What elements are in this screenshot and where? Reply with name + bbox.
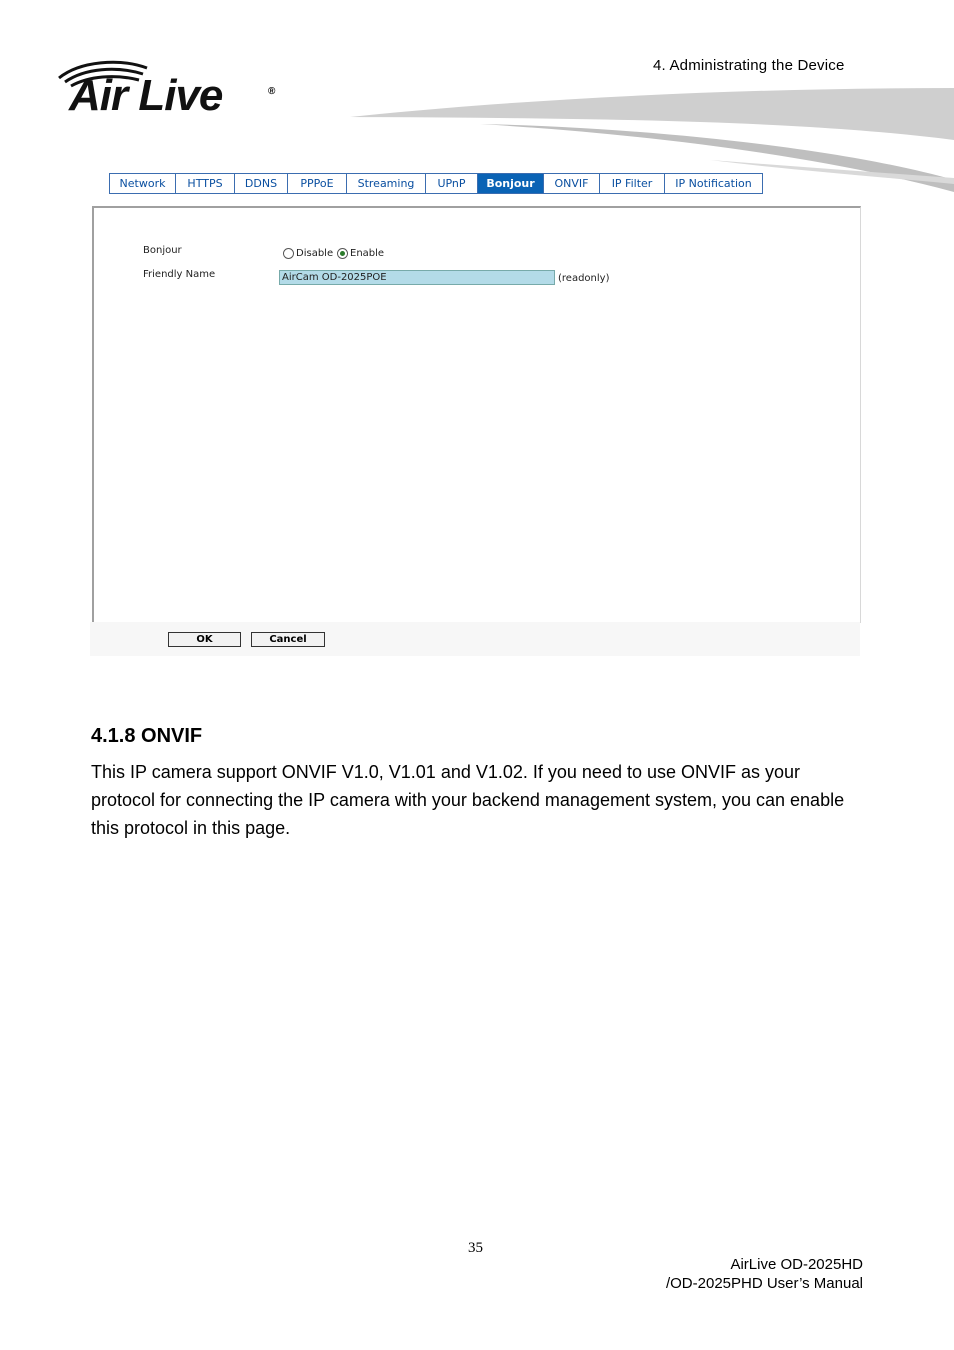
tab-network[interactable]: Network: [110, 174, 176, 193]
enable-label: Enable: [350, 248, 385, 259]
tab-streaming[interactable]: Streaming: [347, 174, 426, 193]
cancel-button[interactable]: Cancel: [251, 632, 325, 647]
disable-radio[interactable]: [283, 248, 294, 259]
bonjour-label: Bonjour: [143, 245, 182, 256]
tab-ddns[interactable]: DDNS: [235, 174, 288, 193]
enable-radio[interactable]: [337, 248, 348, 259]
readonly-note: (readonly): [558, 273, 610, 284]
tab-pppoe[interactable]: PPPoE: [288, 174, 347, 193]
section-heading: 4.1.8 ONVIF: [91, 725, 203, 747]
footer-product: [666, 1255, 863, 1293]
tab-ip-filter[interactable]: IP Filter: [600, 174, 665, 193]
tab-bonjour[interactable]: Bonjour: [478, 174, 544, 193]
footer-line-2: /OD-2025PHD User’s Manual: [665, 1275, 863, 1292]
section-body: This IP camera support ONVIF V1.0, V1.01 and V1.02. If you need to use ONVIF as your protocol for connecting the IP camera with your backend management system, you can enable this protocol in this page.: [91, 762, 845, 838]
tab-onvif[interactable]: ONVIF: [544, 174, 600, 193]
footer-line-1: AirLive OD-2025HD: [730, 1256, 863, 1273]
tab-upnp[interactable]: UPnP: [426, 174, 478, 193]
ok-button[interactable]: OK: [168, 632, 241, 647]
page-number: 35: [468, 1240, 483, 1256]
airlive-logo: [55, 58, 285, 126]
settings-tab-bar: [109, 173, 763, 194]
logo-registered-mark: ®: [268, 86, 276, 97]
tab-ip-notification[interactable]: IP Notification: [675, 177, 752, 190]
header-section-title: 4. Administrating the Device: [653, 57, 845, 74]
tab-https[interactable]: HTTPS: [176, 174, 235, 193]
friendly-name-label: Friendly Name: [143, 269, 216, 280]
logo-wordmark: Air Live: [69, 71, 223, 120]
disable-label: Disable: [296, 248, 334, 259]
friendly-name-field[interactable]: AirCam OD-2025POE: [279, 270, 555, 285]
